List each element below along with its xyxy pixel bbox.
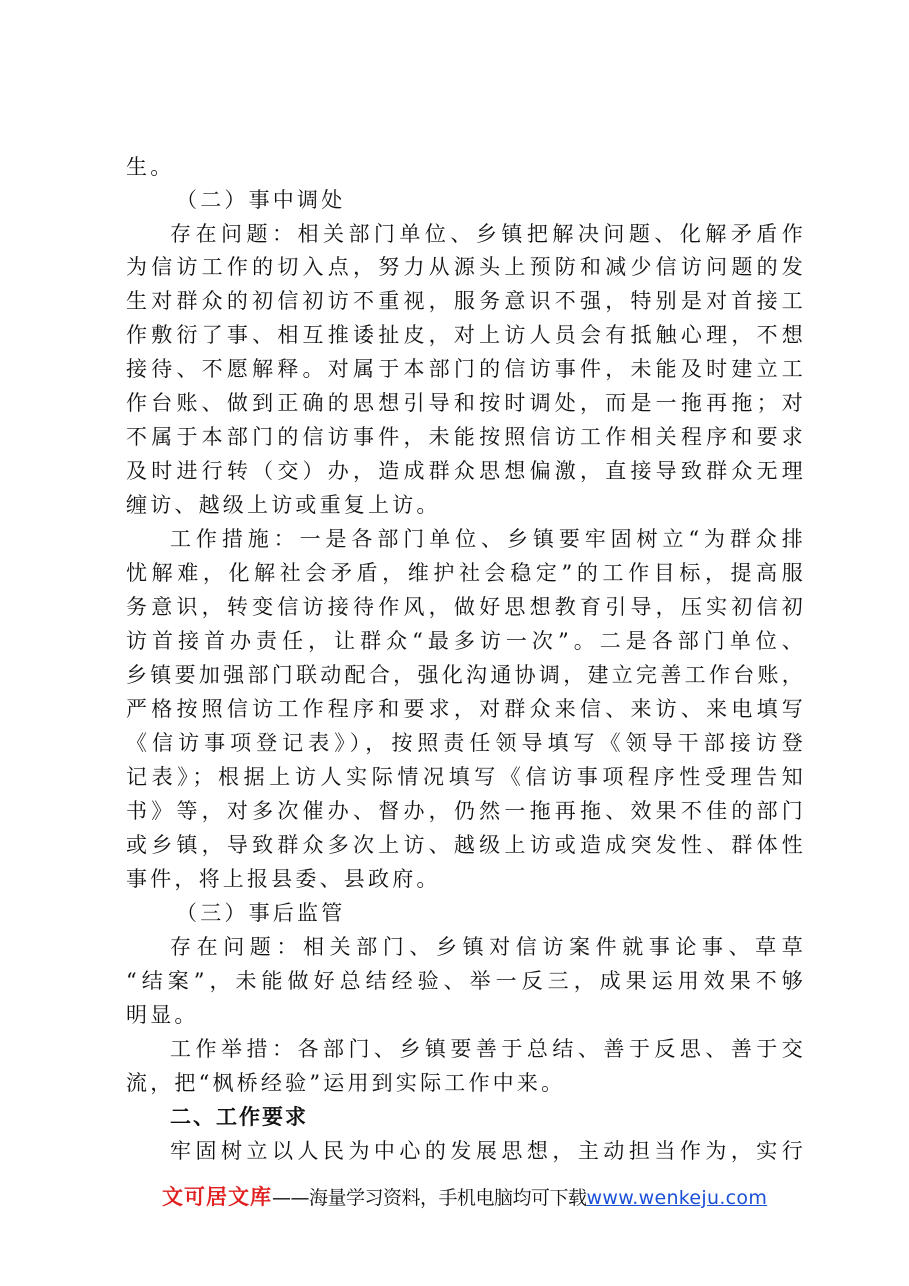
section-subheading: （二）事中调处 xyxy=(176,188,346,212)
paragraph-line-end: 流，把“枫桥经验”运用到实际工作中来。 xyxy=(126,1071,566,1095)
paragraph-line: 《信访事项登记表》），按照责任领导填写《领导干部接访登 xyxy=(126,731,806,755)
paragraph-line: 作敷衍了事、相互推诿扯皮，对上访人员会有抵触心理，不想 xyxy=(126,323,806,347)
footer-url-link[interactable]: www.wenkeju.com xyxy=(586,1187,768,1209)
paragraph-line-end: 明显。 xyxy=(126,1003,199,1027)
paragraph-line: 访首接首办责任，让群众“最多访一次”。二是各部门单位、 xyxy=(126,629,806,653)
footer-slogan: ——海量学习资料，手机电脑均可下载 xyxy=(272,1187,587,1209)
section-heading: 二、工作要求 xyxy=(170,1105,308,1129)
paragraph-line: 不属于本部门的信访事件，未能按照信访工作相关程序和要求 xyxy=(126,425,806,449)
paragraph-line-end: 生。 xyxy=(126,155,175,179)
paragraph-line: 工作举措：各部门、乡镇要善于总结、善于反思、善于交 xyxy=(170,1037,806,1061)
paragraph-line: “结案”，未能做好总结经验、举一反三，成果运用效果不够 xyxy=(126,969,806,993)
paragraph-line: 生对群众的初信初访不重视，服务意识不强，特别是对首接工 xyxy=(126,289,806,313)
paragraph-line: 存在问题：相关部门单位、乡镇把解决问题、化解矛盾作 xyxy=(170,222,806,246)
paragraph-line: 存在问题：相关部门、乡镇对信访案件就事论事、草草 xyxy=(170,935,806,959)
paragraph-line: 书》等，对多次催办、督办，仍然一拖再拖、效果不佳的部门 xyxy=(126,799,806,823)
paragraph-line: 为信访工作的切入点，努力从源头上预防和减少信访问题的发 xyxy=(126,255,806,279)
paragraph-line: 记表》；根据上访人实际情况填写《信访事项程序性受理告知 xyxy=(126,765,806,789)
paragraph-line: 或乡镇，导致群众多次上访、越级上访或造成突发性、群体性 xyxy=(126,833,806,857)
paragraph-line: 忧解难，化解社会矛盾，维护社会稳定”的工作目标，提高服 xyxy=(126,561,806,585)
paragraph-line: 乡镇要加强部门联动配合，强化沟通协调，建立完善工作台账， xyxy=(126,663,806,687)
paragraph-line-end: 事件，将上报县委、县政府。 xyxy=(126,867,441,891)
paragraph-line: 及时进行转（交）办，造成群众思想偏激，直接导致群众无理 xyxy=(126,459,806,483)
paragraph-line: 工作措施：一是各部门单位、乡镇要牢固树立“为群众排 xyxy=(170,527,806,551)
paragraph-line: 牢固树立以人民为中心的发展思想，主动担当作为，实行 xyxy=(170,1139,806,1163)
paragraph-line: 严格按照信访工作程序和要求，对群众来信、来访、来电填写 xyxy=(126,697,806,721)
paragraph-line: 务意识，转变信访接待作风，做好思想教育引导，压实初信初 xyxy=(126,595,806,619)
paragraph-line: 作台账、做到正确的思想引导和按时调处，而是一拖再拖；对 xyxy=(126,391,806,415)
section-subheading: （三）事后监管 xyxy=(176,901,346,925)
paragraph-line-end: 缠访、越级上访或重复上访。 xyxy=(126,493,441,517)
footer-banner xyxy=(162,1184,767,1211)
paragraph-line: 接待、不愿解释。对属于本部门的信访事件，未能及时建立工 xyxy=(126,357,806,381)
footer-brand: 文可居文库 xyxy=(162,1185,272,1209)
